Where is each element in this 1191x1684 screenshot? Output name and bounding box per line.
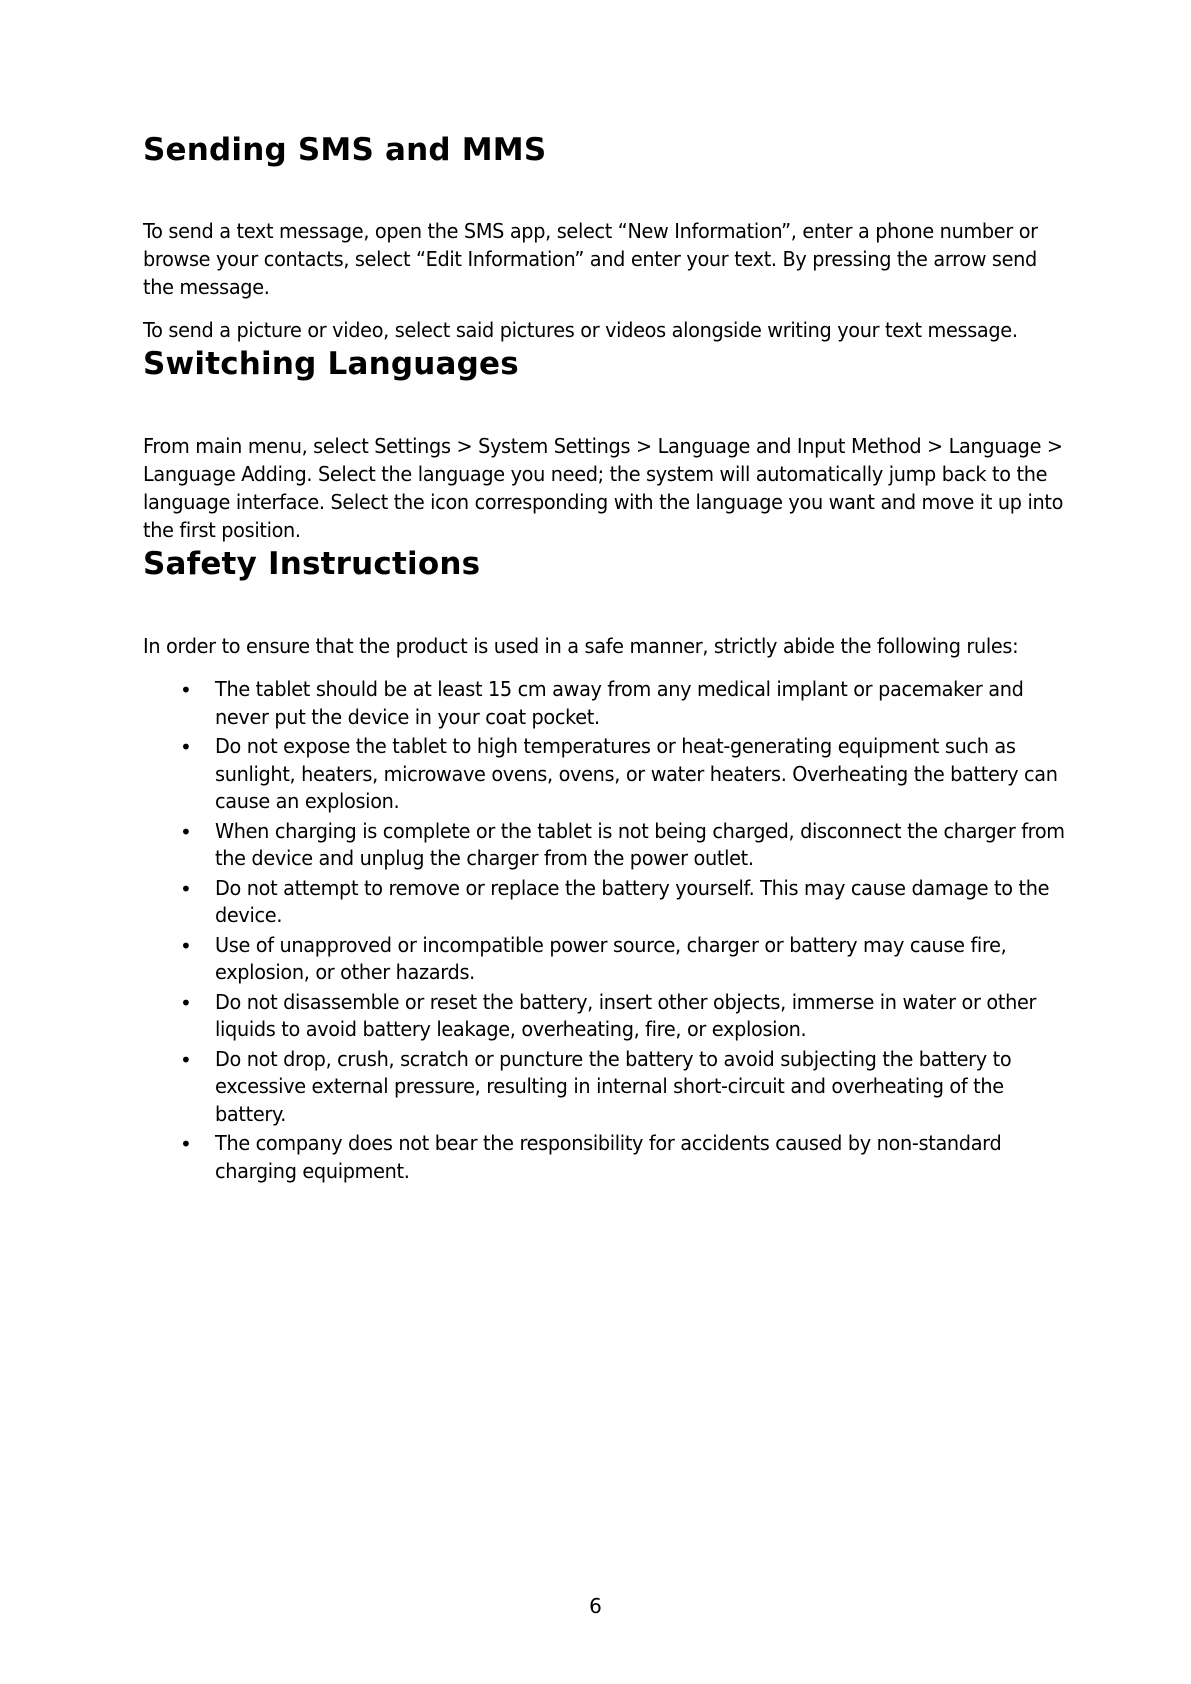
bullet-icon: • — [180, 933, 192, 958]
paragraph-language-steps: From main menu, select Settings > System Settings > Language and Input Method > Language > Language Adding. Select the language you need; the system will automatically jump back to the language interface. Select the icon corresponding with the language you want and move it up into the first position. — [143, 434, 1064, 542]
list-item — [143, 733, 1063, 816]
list-item — [143, 676, 1063, 731]
safety-rules-list — [143, 676, 1063, 1185]
paragraph-send-text-message: To send a text message, open the SMS app, select “New Information”, enter a phone number or browse your contacts, select “Edit Information” and enter your text. By pressing the arrow send the message. — [143, 219, 1038, 299]
list-item-text: The company does not bear the responsibility for accidents caused by non-standard charging equipment. — [215, 1131, 1002, 1183]
list-item-text: Use of unapproved or incompatible power source, charger or battery may cause fire, explosion, or other hazards. — [215, 932, 1007, 984]
bullet-icon: • — [180, 819, 192, 844]
bullet-icon: • — [180, 990, 192, 1015]
section-title-switching-languages: Switching Languages — [143, 346, 519, 382]
paragraph-safety-intro: In order to ensure that the product is used in a safe manner, strictly abide the following rules: — [143, 634, 1019, 658]
list-item — [143, 1046, 1063, 1129]
list-item — [143, 875, 1063, 930]
page-content — [143, 130, 1063, 1187]
bullet-icon: • — [180, 678, 192, 702]
list-item-text: Do not drop, crush, scratch or puncture the battery to avoid subjecting the battery to excessive external pressure, resulting in internal short-circuit and overheating of the battery. — [215, 1046, 1012, 1126]
bullet-icon: • — [180, 1132, 192, 1156]
section-title-sending-sms-mms: Sending SMS and MMS — [143, 132, 547, 168]
list-item-text: When charging is complete or the tablet is not being charged, disconnect the charger from the device and unplug the charger from the power outlet. — [215, 818, 1065, 870]
bullet-icon: • — [180, 876, 192, 901]
list-item — [143, 1130, 1063, 1185]
list-item-text: The tablet should be at least 15 cm away from any medical implant or pacemaker and never put the device in your coat pocket. — [215, 677, 1024, 729]
bullet-icon: • — [180, 1047, 192, 1072]
paragraph-send-picture-video: To send a picture or video, select said pictures or videos alongside writing your text message. — [143, 318, 1018, 342]
list-item-text: Do not disassemble or reset the battery, insert other objects, immerse in water or other liquids to avoid battery leakage, overheating, fire, or explosion. — [215, 989, 1037, 1041]
bullet-icon: • — [180, 735, 192, 759]
page-number: 6 — [589, 1594, 602, 1618]
list-item — [143, 989, 1063, 1044]
list-item — [143, 818, 1063, 873]
list-item-text: Do not attempt to remove or replace the battery yourself. This may cause damage to the device. — [215, 875, 1050, 927]
list-item — [143, 932, 1063, 987]
list-item-text: Do not expose the tablet to high temperatures or heat-generating equipment such as sunlight, heaters, microwave ovens, ovens, or water heaters. Overheating the battery can cause an explosion. — [215, 734, 1058, 813]
section-title-safety-instructions: Safety Instructions — [143, 546, 481, 582]
